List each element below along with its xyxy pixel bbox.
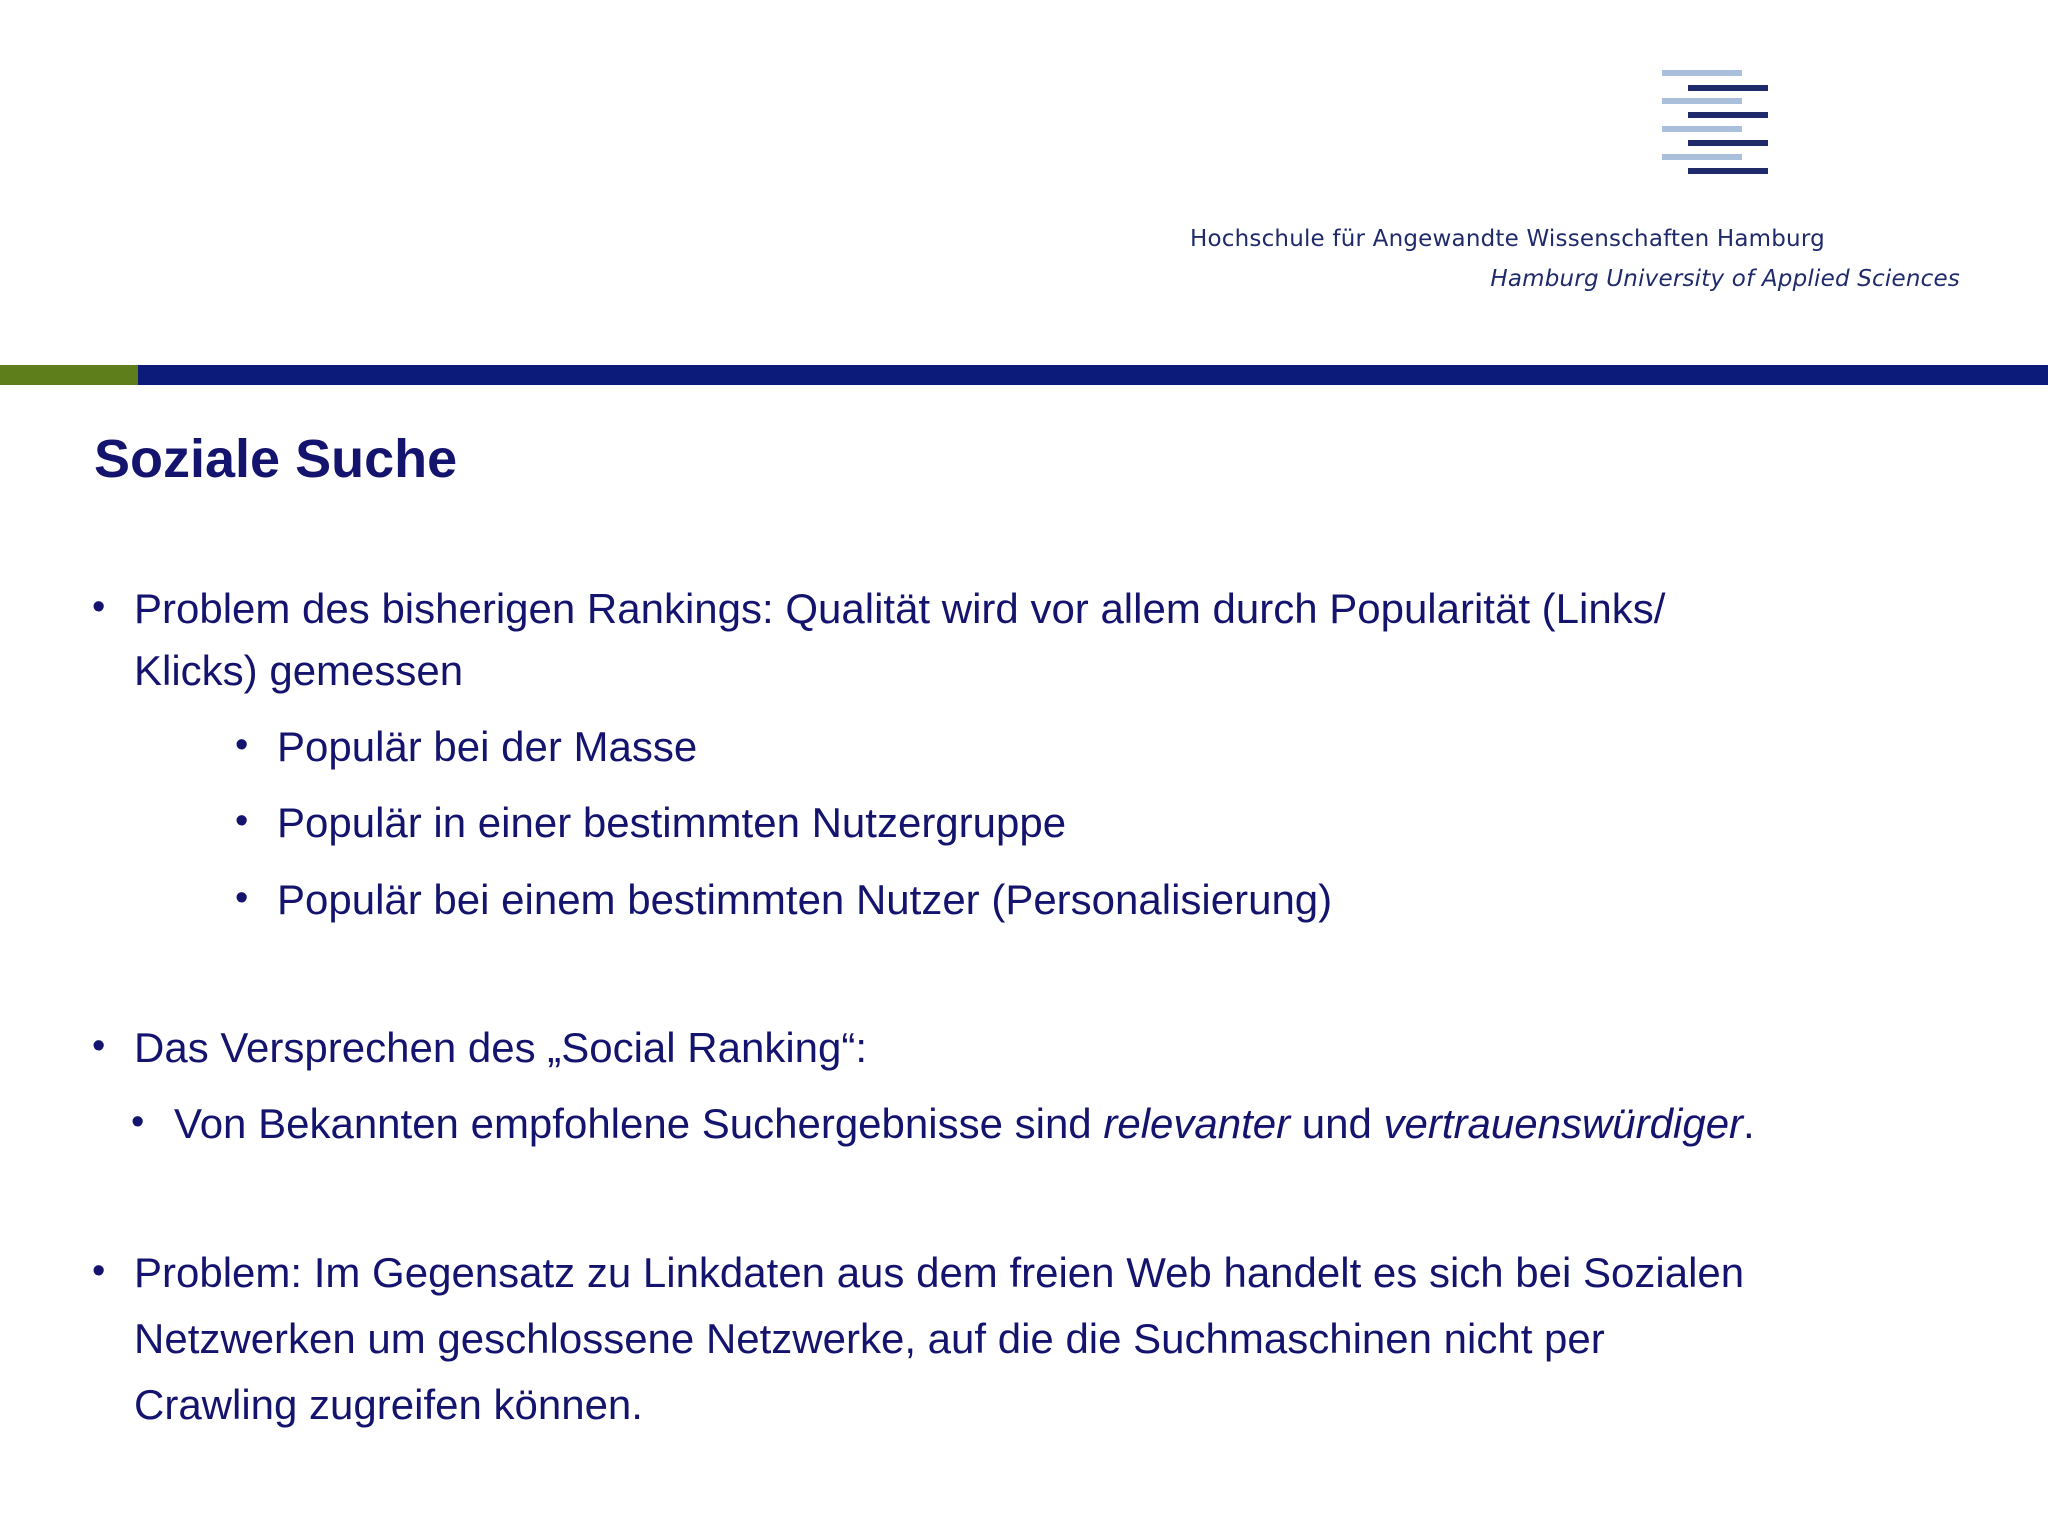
bullet-2-subitem-part-3: . [1743,1100,1755,1147]
bullet-marker: • [92,1025,106,1067]
bullet-3-line-2: Netzwerken um geschlossene Netzwerke, auf die die Suchmaschinen nicht per [134,1315,1605,1362]
bullet-1-line-1: Problem des bisherigen Rankings: Qualität wird vor allem durch Popularität (Links/ [134,585,1666,632]
bullet-2-subitem-part-1: Von Bekannten empfohlene Suchergebnisse sind [174,1100,1104,1147]
bullet-1-subitem-1: Populär bei der Masse [277,723,698,770]
sub-bullet-marker: • [235,724,249,766]
bullet-marker: • [92,586,106,628]
bullet-2-text: Das Versprechen des „Social Ranking“: [134,1024,868,1071]
sub-bullet-marker: • [235,877,249,919]
sub-bullet-marker: • [235,800,249,842]
university-name-german: Hochschule für Angewandte Wissenschaften Hamburg [1190,226,1825,252]
bullet-1-subitem-3: Populär bei einem bestimmten Nutzer (Personalisierung) [277,876,1333,923]
slide-title: Soziale Suche [94,429,458,489]
bullet-1-line-2: Klicks) gemessen [134,647,464,694]
bullet-2-subitem-emphasis-2: vertrauenswürdiger [1383,1100,1744,1147]
bullet-2-subitem-emphasis-1: relevanter [1103,1100,1291,1147]
bullet-3-line-1: Problem: Im Gegensatz zu Linkdaten aus dem freien Web handelt es sich bei Sozialen [134,1249,1745,1296]
university-name-english: Hamburg University of Applied Sciences [1490,266,1960,292]
bullet-3-line-3: Crawling zugreifen können. [134,1381,643,1428]
bullet-1-subitem-2: Populär in einer bestimmten Nutzergruppe [277,799,1067,846]
bullet-marker: • [92,1250,106,1292]
bullet-2-subitem [174,1091,1755,1157]
bullet-2-subitem-part-2: und [1290,1100,1384,1147]
sub-bullet-marker: • [131,1101,145,1143]
